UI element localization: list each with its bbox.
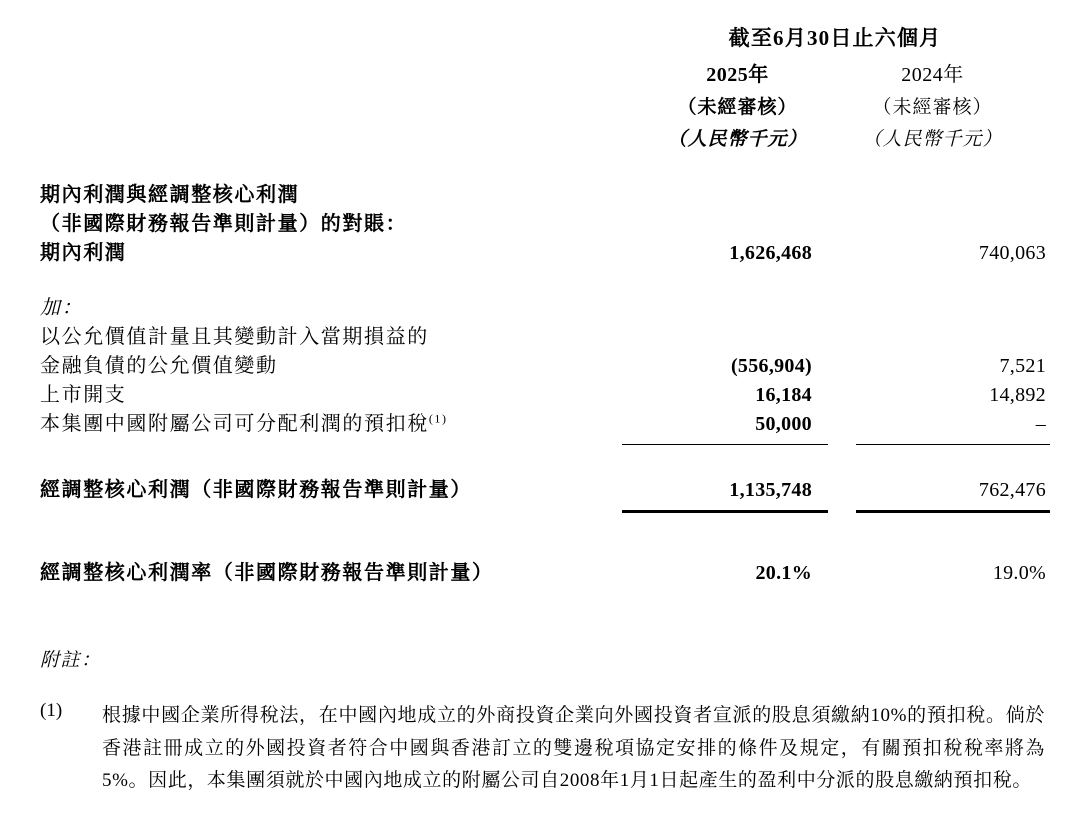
note-text: 根據中國企業所得稅法，在中國內地成立的外商投資企業向外國投資者宣派的股息須繳納10%的預扣稅。倘於香港註冊成立的外國投資者符合中國與香港訂立的雙邊稅項協定安排的條件及規定，有關預扣稅稅率將為5%。因此，本集團須就於中國內地成立的附屬公司自2008年1月1日起產生的盈利中分派的股息繳納預扣稅。 xyxy=(102,705,1045,792)
header-columns xyxy=(640,58,1030,151)
row-spacer xyxy=(40,265,1050,291)
table-row-add xyxy=(40,291,1050,320)
row-value-2025-listing-expense: 16,184 xyxy=(755,384,812,406)
row-label-adjusted-core-profit: 經調整核心利潤（非國際財務報告準則計量） xyxy=(40,479,472,501)
row-spacer xyxy=(40,502,1050,512)
header-column-2024 xyxy=(835,58,1030,151)
column-gap xyxy=(828,207,856,236)
value-empty xyxy=(622,291,828,320)
row-spacer xyxy=(40,542,1050,556)
table-row xyxy=(40,178,1050,207)
value-empty xyxy=(856,178,1050,207)
row-value-2025-profit: 1,626,468 xyxy=(729,242,812,264)
table-row-adjusted-core-profit xyxy=(40,473,1050,502)
column-audit-2025: （未經審核） xyxy=(677,97,798,118)
row-label-adjusted-core-margin: 經調整核心利潤率（非國際財務報告準則計量） xyxy=(40,562,494,584)
value-empty xyxy=(856,291,1050,320)
value-empty xyxy=(856,207,1050,236)
section-title-line2: （非國際財務報告準則計量）的對賬： xyxy=(40,213,408,235)
section-title-line1: 期內利潤與經調整核心利潤 xyxy=(40,184,300,206)
row-value-2024-fv: 7,521 xyxy=(999,355,1046,377)
note-item xyxy=(40,700,1045,798)
table-row-adjusted-core-margin xyxy=(40,556,1050,585)
column-currency-2024: （人民幣千元） xyxy=(862,129,1003,150)
row-value-2024-listing-expense: 14,892 xyxy=(989,384,1046,406)
column-audit-2024: （未經審核） xyxy=(872,97,993,118)
table-row xyxy=(40,207,1050,236)
row-label-add: 加： xyxy=(40,297,84,319)
row-spacer xyxy=(40,436,1050,445)
column-year-2025: 2025年 xyxy=(706,64,769,86)
row-spacer xyxy=(40,516,1050,542)
column-gap xyxy=(828,178,856,207)
value-empty xyxy=(622,178,828,207)
row-label-withholding-tax xyxy=(40,407,622,436)
table-row-profit xyxy=(40,236,1050,265)
column-gap xyxy=(828,407,856,436)
row-value-2024-adjusted-core-profit: 762,476 xyxy=(978,479,1046,501)
reconciliation-table xyxy=(40,178,1050,585)
row-spacer xyxy=(40,447,1050,473)
row-label-listing-expense: 上市開支 xyxy=(40,384,127,406)
column-gap xyxy=(828,291,856,320)
table-row-listing-expense xyxy=(40,378,1050,407)
row-label-fv-line2: 金融負債的公允價值變動 xyxy=(40,355,278,377)
column-gap xyxy=(828,236,856,265)
column-gap xyxy=(828,378,856,407)
value-empty xyxy=(622,320,828,349)
row-value-2024-profit: 740,063 xyxy=(978,242,1046,264)
period-heading: 截至6月30日止六個月 xyxy=(728,26,942,50)
table-row-withholding-tax xyxy=(40,407,1050,436)
row-value-2024-withholding-tax: – xyxy=(1035,413,1046,435)
row-label-profit: 期內利潤 xyxy=(40,242,127,264)
column-gap xyxy=(828,320,856,349)
row-value-2025-withholding-tax: 50,000 xyxy=(755,413,812,435)
row-value-2025-adjusted-core-margin: 20.1% xyxy=(755,562,812,584)
table-header xyxy=(640,22,1030,151)
row-label-fv-line1: 以公允價值計量且其變動計入當期損益的 xyxy=(40,326,429,348)
header-column-2025 xyxy=(640,58,835,151)
row-value-2024-adjusted-core-margin: 19.0% xyxy=(992,562,1046,584)
column-gap xyxy=(828,556,856,585)
value-empty xyxy=(856,320,1050,349)
row-label-withholding-tax-text: 本集團中國附屬公司可分配利潤的預扣稅 xyxy=(40,413,429,435)
value-empty xyxy=(622,207,828,236)
column-gap xyxy=(828,473,856,502)
notes-title: 附註： xyxy=(40,650,102,671)
table-row-fv-line1 xyxy=(40,320,1050,349)
row-value-2025-adjusted-core-profit: 1,135,748 xyxy=(729,479,812,501)
column-gap xyxy=(828,349,856,378)
row-value-2025-fv: (556,904) xyxy=(730,355,812,377)
table-row-fv-line2 xyxy=(40,349,1050,378)
note-marker: (1) xyxy=(40,700,63,721)
column-currency-2025: （人民幣千元） xyxy=(667,129,808,150)
column-year-2024: 2024年 xyxy=(901,64,964,86)
note-reference: (1) xyxy=(428,411,448,426)
